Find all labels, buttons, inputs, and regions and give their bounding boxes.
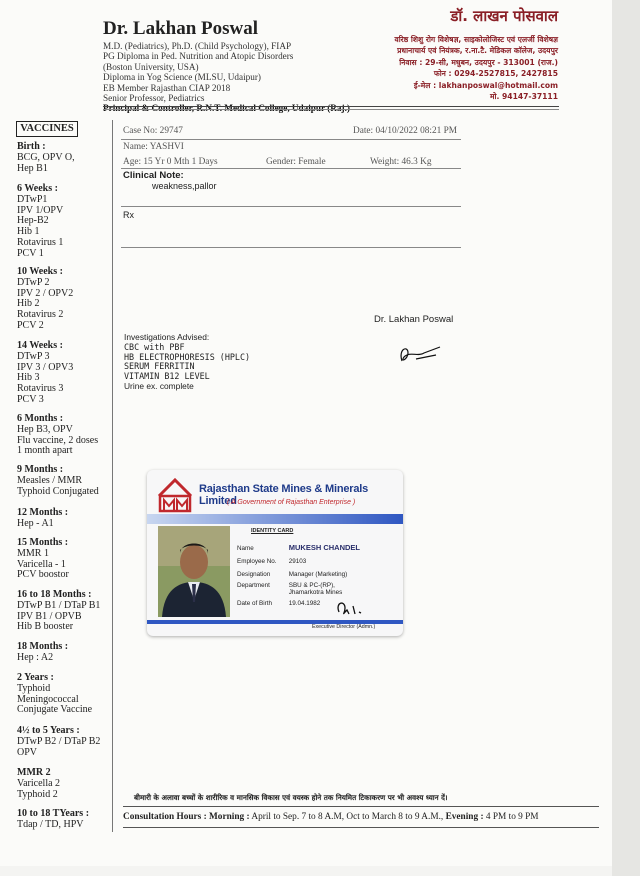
vaccine-item: Hib 3 (17, 372, 40, 384)
vaccine-group (17, 673, 115, 716)
vaccine-age-heading: 18 Months : (17, 641, 69, 652)
field-value: MUKESH CHANDEL (288, 543, 360, 552)
vaccine-item: IPV B1 / OPVB (17, 610, 82, 622)
vaccine-item: Rotavirus 1 (17, 236, 64, 248)
field-value: 29103 (288, 558, 307, 565)
vaccine-item: BCG, OPV O, (17, 151, 75, 163)
scanner-background (612, 0, 640, 876)
vaccine-item: Conjugate Vaccine (17, 704, 93, 716)
vaccine-item: DTwP B2 / DTaP B2 (17, 735, 101, 747)
patient-gender: Gender: Female (266, 157, 326, 167)
field-label: Name (237, 545, 254, 552)
hindi-line: ई-मेल : lakhanposwal@hotmail.com (413, 80, 558, 90)
vaccine-item: Hep : A2 (17, 651, 54, 663)
investigation-item: HB ELECTROPHORESIS (HPLC) (124, 351, 251, 362)
vaccine-group (17, 726, 115, 758)
vaccine-age-heading: Birth : (17, 141, 46, 152)
vaccine-age-heading: 10 Weeks : (17, 266, 63, 277)
vaccine-item: Measles / MMR (17, 474, 82, 486)
consultation-hours (123, 806, 599, 828)
field-designation (237, 571, 347, 578)
card-signatory: Executive Director (Admn.) (312, 624, 376, 630)
rx-label: Rx (123, 210, 134, 220)
field-value: 19.04.1982 (288, 600, 321, 607)
vaccine-group (17, 414, 115, 457)
vaccine-item: Tdap / TD, HPV (17, 818, 84, 830)
vaccine-group (17, 142, 115, 174)
hindi-doctor-name: डॉ. लाखन पोसवाल (450, 7, 558, 25)
investigation-item: CBC with PBF (124, 341, 185, 352)
vaccine-item: Varicella 2 (17, 777, 61, 789)
vaccine-item: DTwP B1 / DTaP B1 (17, 599, 101, 611)
clinical-note-text: weakness,pallor (152, 181, 217, 191)
header-divider (103, 106, 559, 107)
hindi-line: निवास : 29-सी, मधुबन, उदयपुर - 313001 (राज.) (399, 57, 558, 67)
field-value: SBU & PC-(RP), (288, 582, 335, 589)
vaccine-group (17, 590, 115, 633)
vaccine-age-heading: 4½ to 5 Years : (17, 725, 80, 736)
vaccine-age-heading: 9 Months : (17, 464, 64, 475)
vaccine-item: Hib 2 (17, 298, 40, 310)
vaccine-age-heading: 6 Months : (17, 413, 64, 424)
vaccine-item: PCV 3 (17, 393, 44, 405)
vaccine-item: Varicella - 1 (17, 558, 66, 570)
vaccine-item: Hep B1 (17, 162, 48, 174)
hindi-line: फोन : 0294-2527815, 2427815 (433, 69, 558, 79)
degree-line: PG Diploma in Ped. Nutrition and Atopic Disorders (103, 51, 294, 62)
doctor-position: Principal & Controller, R.N.T. Medical College, Udaipur (Raj.) (103, 103, 350, 114)
investigations (124, 333, 250, 392)
vaccine-group (17, 768, 115, 800)
vaccine-item: Hep-B2 (17, 215, 49, 227)
vaccine-item: Rotavirus 3 (17, 383, 64, 395)
vaccine-item: Rotavirus 2 (17, 309, 64, 321)
vaccine-item: Typhoid Conjugated (17, 485, 99, 497)
vaccine-group (17, 267, 115, 332)
vaccine-item: IPV 3 / OPV3 (17, 361, 74, 373)
vaccine-item: DTwP1 (17, 193, 48, 205)
field-label: Department (237, 582, 270, 589)
consult-label: Consultation Hours : (123, 812, 207, 822)
field-department (237, 582, 335, 589)
vaccine-age-heading: 2 Years : (17, 672, 54, 683)
divider (121, 168, 461, 169)
header-divider (103, 109, 559, 110)
vaccine-item: PCV 2 (17, 319, 44, 331)
divider (121, 247, 461, 248)
company-name: Rajasthan State Mines & Minerals Limited (199, 483, 369, 507)
field-value: Jhamarkotra Mines (288, 589, 343, 596)
vaccine-item: Meningococcal (17, 693, 79, 705)
vaccine-age-heading: 16 to 18 Months : (17, 589, 92, 600)
identity-card (147, 470, 403, 636)
vaccine-group (17, 341, 115, 406)
vaccine-item: Flu vaccine, 2 doses (17, 434, 99, 446)
doctor-name: Dr. Lakhan Poswal (103, 18, 259, 39)
vaccine-age-heading: 14 Weeks : (17, 340, 63, 351)
field-dob (237, 600, 320, 607)
vaccine-item: IPV 2 / OPV2 (17, 287, 74, 299)
vaccine-item: Hep - A1 (17, 517, 54, 529)
vaccine-item: Typhoid (17, 682, 51, 694)
doctor-signature-name: Dr. Lakhan Poswal (374, 314, 454, 325)
vaccine-age-heading: 12 Months : (17, 507, 69, 518)
hindi-header (394, 6, 558, 102)
investigations-heading: Investigations Advised: (124, 332, 210, 342)
vaccine-item: PCV boostor (17, 569, 69, 581)
patient-weight: Weight: 46.3 Kg (370, 157, 432, 167)
evening-hours: 4 PM to 9 PM (485, 812, 539, 822)
doctor-degrees (103, 41, 350, 114)
visit-date: Date: 04/10/2022 08:21 PM (353, 126, 458, 136)
rsmml-logo (155, 476, 195, 514)
card-label: IDENTITY CARD (251, 528, 294, 534)
vaccine-item: OPV (17, 746, 38, 758)
vaccine-age-heading: MMR 2 (17, 767, 51, 778)
vaccine-group (17, 809, 115, 831)
degree-line: EB Member Rajasthan CIAP 2018 (103, 82, 231, 93)
vaccine-item: 1 month apart (17, 445, 73, 457)
degree-line: M.D. (Pediatrics), Ph.D. (Child Psychology), FIAP (103, 41, 292, 51)
vaccine-item: Hib B booster (17, 621, 74, 633)
card-signature (333, 598, 367, 618)
vaccine-item: Typhoid 2 (17, 788, 58, 800)
field-department-cont (237, 589, 342, 596)
field-label: Employee No. (237, 558, 277, 565)
vaccine-group (17, 184, 115, 260)
person-photo-icon (158, 526, 230, 617)
vaccine-item: PCV 1 (17, 247, 44, 259)
vaccine-item: Hib 1 (17, 226, 40, 238)
evening-label: Evening : (445, 812, 484, 822)
field-employee-no (237, 558, 306, 565)
morning-label: Morning : (209, 812, 250, 822)
vaccine-item: DTwP 2 (17, 276, 50, 288)
vaccine-group (17, 465, 115, 497)
patient-name: Name: YASHVI (123, 142, 184, 152)
investigation-item: Urine ex. complete (124, 380, 194, 391)
vaccine-item: Hep B3, OPV (17, 423, 73, 435)
vaccine-group (17, 642, 115, 664)
vaccine-item: IPV 1/OPV (17, 204, 64, 216)
field-value: Manager (Marketing) (288, 571, 348, 578)
divider (121, 139, 461, 140)
degree-line: (Boston University, USA) (103, 61, 199, 72)
morning-hours: April to Sep. 7 to 8 A.M, Oct to March 8 to 9 A.M., (251, 812, 444, 822)
vaccine-age-heading: 6 Weeks : (17, 183, 58, 194)
investigation-item: SERUM FERRITIN (124, 361, 195, 372)
degree-line: Senior Professor, Pediatrics (103, 93, 205, 104)
divider (121, 206, 461, 207)
vaccine-item: MMR 1 (17, 547, 49, 559)
patient-age: Age: 15 Yr 0 Mth 1 Days (123, 157, 218, 167)
vaccine-group (17, 508, 115, 530)
case-number: Case No: 29747 (123, 126, 183, 136)
vaccine-age-heading: 15 Months : (17, 537, 69, 548)
field-name (237, 543, 360, 552)
vaccine-item: DTwP 3 (17, 350, 50, 362)
vaccine-age-heading: 10 to 18 TYears : (17, 808, 90, 819)
hindi-line: प्रधानाचार्य एवं नियंत्रक, र.ना.टै. मेडिकल कॉलेज, उदयपुर (397, 46, 558, 56)
vaccine-group (17, 538, 115, 581)
company-subtitle: ( A Government of Rajasthan Enterprise ) (227, 499, 356, 506)
handwritten-signature (396, 343, 444, 365)
hindi-line: वरिष्ठ शिशु रोग विशेषज्ञ, साइकोलोजिस्ट एवं एलर्जी विशेषज्ञ (394, 35, 558, 44)
field-label: Designation (237, 571, 271, 578)
employee-photo (158, 526, 230, 617)
hindi-footer-note: बीमारी के अलावा बच्चों के शारीरिक व मानसिक विकास एवं वयस्क होने तक नियमित टिकाकरण पर भी अवश्य ध्यान दें। (134, 793, 448, 802)
degree-line: Diploma in Yog Science (MLSU, Udaipur) (103, 72, 261, 83)
clinical-note-heading: Clinical Note: (123, 170, 184, 181)
card-color-band (147, 514, 403, 524)
field-label: Date of Birth (237, 600, 272, 607)
investigation-item: VITAMIN B12 LEVEL (124, 371, 210, 382)
vaccines-title: VACCINES (16, 121, 78, 137)
hindi-line: मो. 94147-37111 (489, 92, 558, 102)
